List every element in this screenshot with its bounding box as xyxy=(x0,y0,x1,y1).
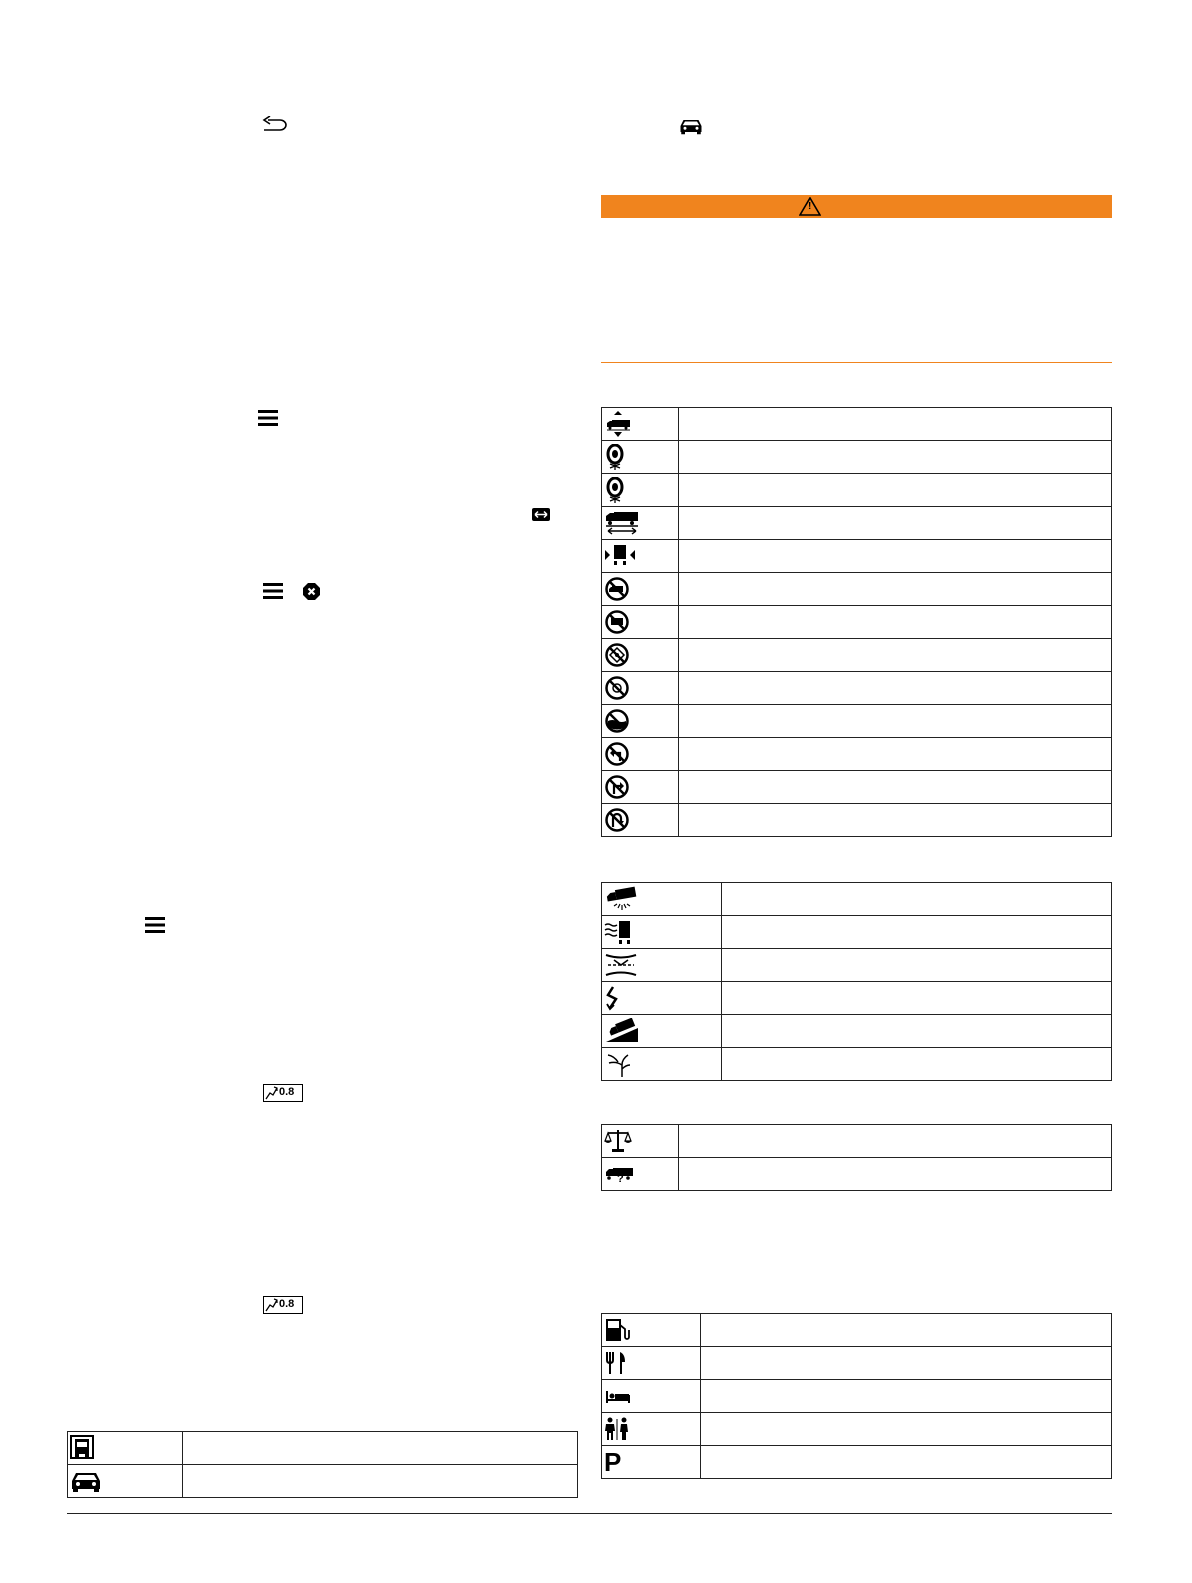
table-row xyxy=(602,639,1112,672)
no-right-turn-icon xyxy=(602,771,679,804)
close-icon[interactable] xyxy=(303,583,320,600)
truck-unknown-icon xyxy=(602,1158,679,1191)
back-icon[interactable] xyxy=(262,116,288,134)
no-trailers-icon xyxy=(602,606,679,639)
truck-width-icon xyxy=(602,540,679,573)
table-row xyxy=(602,949,1112,982)
no-propane-icon xyxy=(602,672,679,705)
rollover-risk-icon xyxy=(602,883,722,916)
question-glyph: ? xyxy=(617,1173,624,1185)
distance-value: 0.8 xyxy=(279,1298,295,1310)
menu-icon[interactable] xyxy=(263,583,283,599)
table-row xyxy=(68,1465,578,1498)
menu-icon[interactable] xyxy=(145,917,165,933)
truck-mode-icon xyxy=(68,1432,183,1465)
table-row xyxy=(602,1413,1112,1446)
table-row xyxy=(602,883,1112,916)
table-row xyxy=(602,441,1112,474)
table-row xyxy=(602,1314,1112,1347)
table-row xyxy=(602,771,1112,804)
table-row xyxy=(602,1015,1112,1048)
parking-icon xyxy=(602,1446,701,1479)
table-row xyxy=(602,738,1112,771)
table-row xyxy=(602,982,1112,1015)
table-row xyxy=(602,1347,1112,1380)
warning-glyph: ! xyxy=(808,201,812,212)
weigh-station-icon xyxy=(602,1125,679,1158)
truck-height-icon xyxy=(602,408,679,441)
lodging-icon xyxy=(602,1380,701,1413)
low-branches-icon xyxy=(602,1048,722,1081)
tire-chains-icon xyxy=(602,441,679,474)
table-row xyxy=(602,1048,1112,1081)
hazard-icons-table xyxy=(601,882,1112,1081)
no-left-turn-icon xyxy=(602,738,679,771)
no-u-turn-icon xyxy=(602,804,679,837)
car-icon xyxy=(679,117,703,135)
table-row xyxy=(602,507,1112,540)
table-row xyxy=(602,804,1112,837)
table-row xyxy=(602,1125,1112,1158)
swap-icon[interactable] xyxy=(532,508,550,521)
no-water-icon xyxy=(602,705,679,738)
vehicle-mode-table xyxy=(67,1431,578,1498)
sharp-curves-icon xyxy=(602,982,722,1015)
narrow-road-icon xyxy=(602,949,722,982)
table-row xyxy=(602,474,1112,507)
route-distance-icon[interactable] xyxy=(263,1296,303,1314)
tire-chains-alt-icon xyxy=(602,474,679,507)
table-row xyxy=(602,705,1112,738)
table-row xyxy=(602,916,1112,949)
warning-divider xyxy=(601,362,1112,363)
warning-banner xyxy=(601,195,1112,218)
no-trucks-icon xyxy=(602,573,679,606)
table-row xyxy=(602,1446,1112,1479)
fuel-icon xyxy=(602,1314,701,1347)
table-cell xyxy=(183,1465,578,1498)
restaurant-icon xyxy=(602,1347,701,1380)
menu-icon[interactable] xyxy=(258,410,278,426)
steep-grade-icon xyxy=(602,1015,722,1048)
route-distance-icon[interactable] xyxy=(263,1084,303,1102)
amenities-table xyxy=(601,1313,1112,1479)
table-row xyxy=(602,573,1112,606)
distance-value: 0.8 xyxy=(279,1086,295,1098)
restriction-icons-table xyxy=(601,407,1112,837)
table-row xyxy=(602,408,1112,441)
restroom-icon xyxy=(602,1413,701,1446)
truck-length-icon xyxy=(602,507,679,540)
table-row xyxy=(602,540,1112,573)
table-cell xyxy=(183,1432,578,1465)
table-row xyxy=(68,1432,578,1465)
table-row xyxy=(602,606,1112,639)
footer-divider xyxy=(67,1513,1112,1514)
crosswind-icon xyxy=(602,916,722,949)
weigh-station-table xyxy=(601,1124,1112,1191)
no-hazmat-icon xyxy=(602,639,679,672)
car-mode-icon xyxy=(68,1465,183,1498)
table-row xyxy=(602,672,1112,705)
table-row xyxy=(602,1380,1112,1413)
parking-glyph: P xyxy=(604,1447,622,1477)
table-row xyxy=(602,1158,1112,1191)
